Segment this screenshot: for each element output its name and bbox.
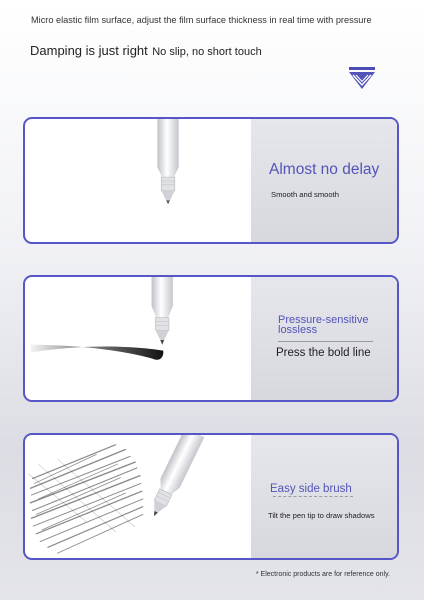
subheading-weak: No slip, no short touch <box>152 46 262 58</box>
feature-title: Pressure-sensitive lossless <box>278 314 369 336</box>
feature-card-pressure <box>23 275 399 402</box>
pen-stroke-illustration <box>25 119 251 242</box>
disclaimer-footnote: * Electronic products are for reference only. <box>255 571 390 578</box>
pen-stroke-illustration <box>25 277 251 400</box>
subheading <box>30 42 262 60</box>
feature-title: Almost no delay <box>269 161 380 178</box>
subheading-strong: Damping is just right <box>30 43 148 58</box>
feature-text-panel <box>251 277 397 400</box>
title-underline <box>278 341 373 342</box>
double-chevron-down-icon <box>347 67 377 91</box>
title-underline <box>273 496 353 498</box>
intro-text: Micro elastic film surface, adjust the film surface thickness in real time with pressure <box>31 15 372 25</box>
feature-description: Press the bold line <box>276 347 371 359</box>
feature-title: Easy side brush <box>270 483 352 495</box>
feature-card-no-delay <box>23 117 399 244</box>
feature-card-side-brush <box>23 433 399 560</box>
feature-text-panel <box>251 119 397 242</box>
pen-shading-illustration <box>25 435 251 558</box>
feature-description: Tilt the pen tip to draw shadows <box>268 511 375 520</box>
feature-description: Smooth and smooth <box>271 190 339 199</box>
